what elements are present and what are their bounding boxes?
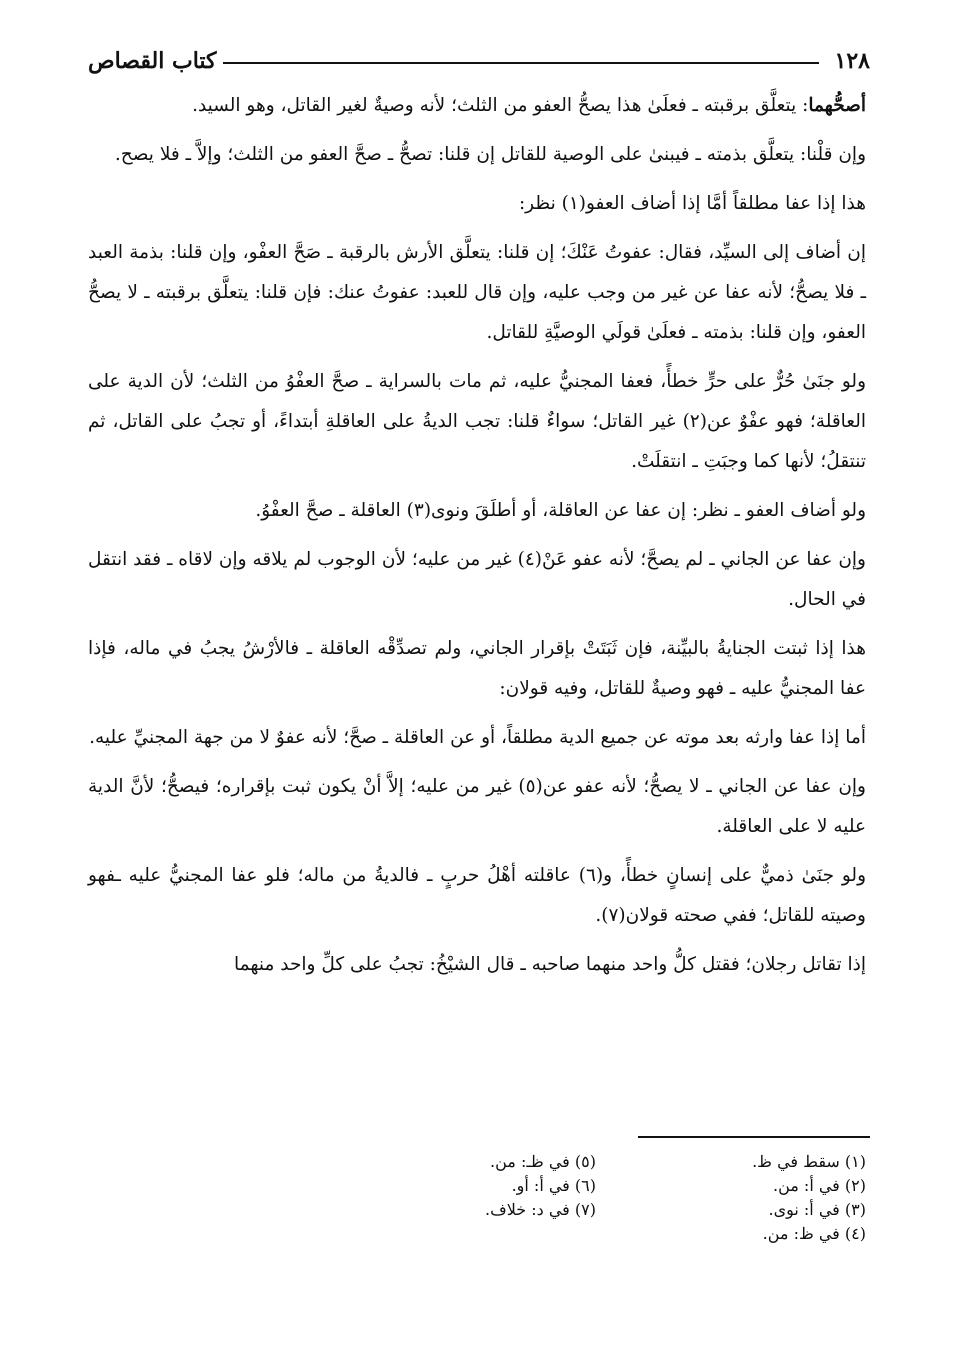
paragraph-text: أما إذا عفا وارثه بعد موته عن جميع الدية مطلقاً، أو عن العاقلة ـ صحَّ؛ لأنه عفوٌ لا من جهة المجنيِّ عليه. — [89, 727, 866, 748]
paragraph — [88, 135, 866, 175]
paragraph — [88, 767, 866, 847]
paragraph-text: وإن عفا عن الجاني ـ لا يصحُّ؛ لأنه عفو عن(٥) غير من عليه؛ إلاَّ أنْ يكون ثبت بإقراره؛ فيصحُّ؛ لأنَّ الدية عليه لا على العاقلة. — [88, 776, 866, 837]
footnote-item: (٥) في ظـ: من. — [490, 1152, 596, 1171]
paragraph-text: وإن عفا عن الجاني ـ لم يصحَّ؛ لأنه عفو عَنْ(٤) غير من عليه؛ لأن الوجوب لم يلاقه وإن لاقاه ـ فقد انتقل في الحال. — [88, 549, 866, 610]
paragraph — [88, 718, 866, 758]
footnote-item: (٦) في أ: أو. — [511, 1176, 596, 1195]
footnote-separator — [638, 1136, 870, 1138]
page-number: ١٢٨ — [834, 48, 870, 74]
paragraph — [88, 540, 866, 620]
paragraph-lead: أصحُّهما — [808, 95, 866, 116]
paragraph — [88, 491, 866, 531]
paragraph-text: : يتعلَّق برقبته ـ فعلَىٰ هذا يصحُّ العفو من الثلث؛ لأنه وصيةٌ لغير القاتل، وهو السيد. — [192, 95, 809, 116]
main-text — [88, 86, 866, 994]
paragraph — [88, 184, 866, 224]
paragraph-text: هذا إذا عفا مطلقاً أمَّا إذا أضاف العفو(١) نظر: — [518, 193, 866, 214]
footnote-item: (٤) في ظ: من. — [762, 1224, 866, 1243]
paragraph-text: إن أضاف إلى السيِّد، فقال: عفوتُ عَنْكَ؛ إن قلنا: يتعلَّق الأرش بالرقبة ـ صَحَّ العفْو، وإن قلنا: بذمة العبد ـ فلا يصحُّ؛ لأنه عفا عن غير من وجب عليه، وإن قال للعبد: عفوتُ عنك: فإن قلنا: يتعلَّق برقبته ـ لا يصحُّ العفو، وإن قلنا: بذمته ـ فعلَىٰ قولَي الوصيَّةِ للقاتل. — [88, 242, 866, 343]
footnote-item: (١) سقط في ظ. — [752, 1152, 866, 1171]
paragraph-text: ولو جنَىٰ ذميٌّ على إنسانٍ خطأً، و(٦) عاقلته أهْلُ حربٍ ـ فالديةُ من ماله؛ فلو عفا المجنيُّ عليه ـفهو وصيته للقاتل؛ ففي صحته قولان(٧). — [88, 865, 867, 926]
footnote-column-1 — [596, 1150, 866, 1246]
footnote-item: (٧) في د: خلاف. — [485, 1200, 596, 1219]
footnotes — [346, 1150, 866, 1246]
paragraph — [88, 856, 866, 936]
paragraph-text: ولو جنَىٰ حُرٌّ على حرٍّ خطأً، فعفا المجنيُّ عليه، ثم مات بالسراية ـ صحَّ العفْوُ من الثلث؛ لأن الدية على العاقلة؛ فهو عفْوٌ عن(٢) غير القاتل؛ سواءٌ قلنا: تجب الديةُ على العاقلةِ أبتداءً، أو تجبُ على القاتل، ثم تنتقلُ؛ لأنها كما وجبَتِ ـ انتقلَتْ. — [88, 371, 866, 472]
paragraph-text: إذا تقاتل رجلان؛ فقتل كلُّ واحد منهما صاحبه ـ قال الشيْخُ: تجبُ على كلِّ واحد منهما — [234, 954, 866, 975]
paragraph-text: وإن قلْنا: يتعلَّق بذمته ـ فيبنىٰ على الوصية للقاتل إن قلنا: تصحُّ ـ صحَّ العفو من الثلث؛ وإلاَّ ـ فلا يصح. — [114, 144, 866, 165]
paragraph-text: هذا إذا ثبتت الجنايةُ بالبيِّنة، فإن ثَبَتَتْ بإقرار الجاني، ولم تصدِّقْه العاقلة ـ فالأرْشُ يجبُ في ماله، فإذا عفا المجنيُّ عليه ـ فهو وصيةٌ للقاتل، وفيه قولان: — [88, 638, 866, 699]
footnote-item: (٣) في أ: نوى. — [768, 1200, 866, 1219]
paragraph — [88, 233, 866, 353]
paragraph — [88, 86, 866, 126]
paragraph — [88, 945, 866, 985]
paragraph-text: ولو أضاف العفو ـ نظر: إن عفا عن العاقلة، أو أطلَقَ ونوى(٣) العاقلة ـ صحَّ العفْوُ. — [255, 500, 866, 521]
running-title: كتاب القصاص — [88, 48, 217, 74]
paragraph — [88, 362, 866, 482]
paragraph — [88, 629, 866, 709]
header-rule — [223, 62, 819, 64]
footnote-column-2 — [346, 1150, 596, 1246]
page-header — [88, 44, 870, 78]
footnote-item: (٢) في أ: من. — [773, 1176, 866, 1195]
